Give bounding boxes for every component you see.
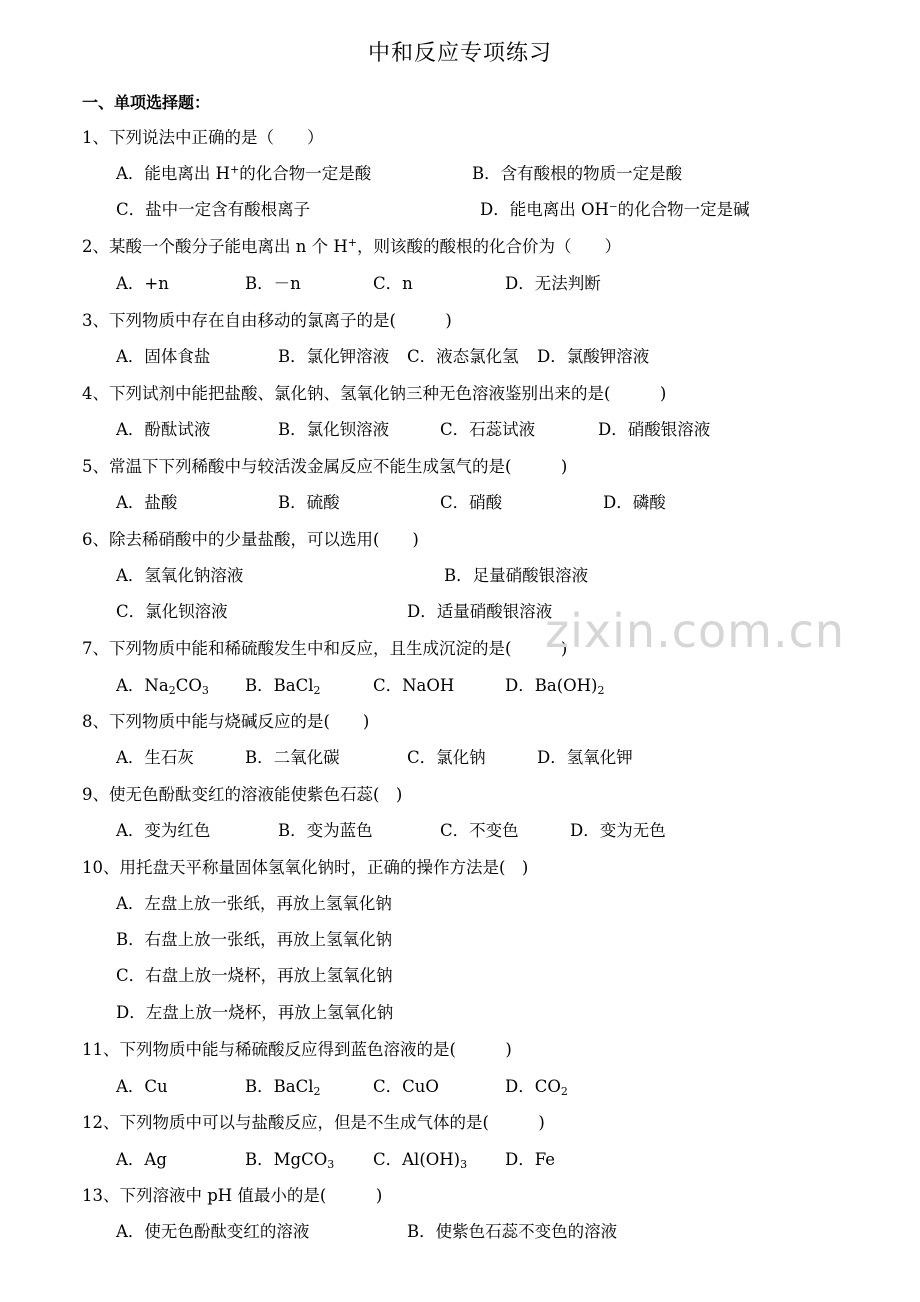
page-title: 中和反应专项练习 (367, 41, 552, 66)
q8-option-b: B．二氧化碳 (245, 748, 340, 767)
q8-option-d: D．氢氧化钾 (537, 748, 633, 767)
question-7: 7、下列物质中能和稀硫酸发生中和反应，且生成沉淀的是( ) (82, 639, 568, 658)
q10-option-d: D．左盘上放一烧杯，再放上氢氧化钠 (116, 1003, 394, 1022)
q11-option-a: A．Cu (116, 1077, 168, 1096)
question-13: 13、下列溶液中 pH 值最小的是( ) (82, 1186, 383, 1205)
q11-option-d: D．$CO_2$ (505, 1077, 568, 1098)
q6-option-c: C．氯化钡溶液 (116, 602, 228, 621)
q1-option-c: C．盐中一定含有酸根离子 (116, 200, 311, 219)
q5-option-b: B．硫酸 (278, 493, 340, 512)
q13-option-a: A．使无色酚酞变红的溶液 (116, 1222, 310, 1241)
q7-option-d: D．$Ba(OH)_2$ (505, 676, 605, 697)
q2-option-b: B．－n (245, 274, 301, 293)
q7-option-c: C．NaOH (373, 676, 455, 695)
q4-option-b: B．氯化钡溶液 (278, 420, 390, 439)
q11-option-b: B．BaCl$_2$ (245, 1077, 321, 1098)
q12-option-d: D．Fe (505, 1150, 556, 1169)
question-3: 3、下列物质中存在自由移动的氯离子的是( ) (82, 311, 452, 330)
q12-option-a: A．Ag (116, 1150, 167, 1169)
q1-option-d: D．能电离出 OH⁻的化合物一定是碱 (480, 200, 750, 219)
question-5: 5、常温下下列稀酸中与较活泼金属反应不能生成氢气的是( ) (82, 457, 568, 476)
q3-option-d: D．氯酸钾溶液 (537, 347, 650, 366)
question-12: 12、下列物质中可以与盐酸反应，但是不生成气体的是( ) (82, 1113, 545, 1132)
question-4: 4、下列试剂中能把盐酸、氯化钠、氢氧化钠三种无色溶液鉴别出来的是( ) (82, 384, 667, 403)
q9-option-d: D．变为无色 (570, 821, 666, 840)
q8-option-a: A．生石灰 (116, 748, 194, 767)
question-2: 2、某酸一个酸分子能电离出 n 个 H+，则该酸的酸根的化合价为（ ） (82, 236, 621, 256)
q9-option-b: B．变为蓝色 (278, 821, 373, 840)
q12-option-c: C．$Al(OH)_3$ (373, 1150, 468, 1171)
q13-option-b: B．使紫色石蕊不变色的溶液 (407, 1222, 618, 1241)
q12-option-b: B．MgCO$_3$ (245, 1150, 335, 1171)
question-1: 1、下列说法中正确的是（ ） (82, 128, 324, 147)
q9-option-c: C．不变色 (440, 821, 519, 840)
q5-option-d: D．磷酸 (603, 493, 666, 512)
question-9: 9、使无色酚酞变红的溶液能使紫色石蕊( ) (82, 785, 403, 804)
q2-option-d: D．无法判断 (505, 274, 601, 293)
section-heading: 一、单项选择题： (82, 93, 211, 112)
q3-option-b: B．氯化钾溶液 (278, 347, 390, 366)
q1-option-b: B．含有酸根的物质一定是酸 (472, 164, 683, 183)
q3-option-c: C．液态氯化氢 (407, 347, 519, 366)
q4-option-c: C．石蕊试液 (440, 420, 536, 439)
question-6: 6、除去稀硝酸中的少量盐酸，可以选用( ) (82, 530, 419, 549)
q7-option-a: A．$Na_2CO_3$ (116, 676, 209, 697)
q7-option-b: B．BaCl$_2$ (245, 676, 321, 697)
q10-option-b: B．右盘上放一张纸，再放上氢氧化钠 (116, 930, 393, 949)
q2-option-c: C．n (373, 274, 413, 293)
question-10: 10、用托盘天平称量固体氢氧化钠时，正确的操作方法是( ) (82, 858, 529, 877)
q2-option-a: A．+n (116, 274, 169, 293)
q10-option-a: A．左盘上放一张纸，再放上氢氧化钠 (116, 894, 392, 913)
q4-option-d: D．硝酸银溶液 (598, 420, 711, 439)
q1-option-a: A．能电离出 H+的化合物一定是酸 (116, 163, 372, 183)
q3-option-a: A．固体食盐 (116, 347, 211, 366)
q10-option-c: C．右盘上放一烧杯，再放上氢氧化钠 (116, 966, 393, 985)
q5-option-a: A．盐酸 (116, 493, 178, 512)
watermark: zixin.com.cn (545, 604, 846, 658)
q5-option-c: C．硝酸 (440, 493, 503, 512)
q9-option-a: A．变为红色 (116, 821, 211, 840)
question-11: 11、下列物质中能与稀硫酸反应得到蓝色溶液的是( ) (82, 1040, 512, 1059)
q11-option-c: C．CuO (373, 1077, 439, 1096)
q8-option-c: C．氯化钠 (407, 748, 486, 767)
q4-option-a: A．酚酞试液 (116, 420, 211, 439)
q6-option-b: B．足量硝酸银溶液 (444, 566, 589, 585)
q6-option-a: A．氢氧化钠溶液 (116, 566, 244, 585)
q6-option-d: D．适量硝酸银溶液 (407, 602, 553, 621)
question-8: 8、下列物质中能与烧碱反应的是( ) (82, 712, 370, 731)
